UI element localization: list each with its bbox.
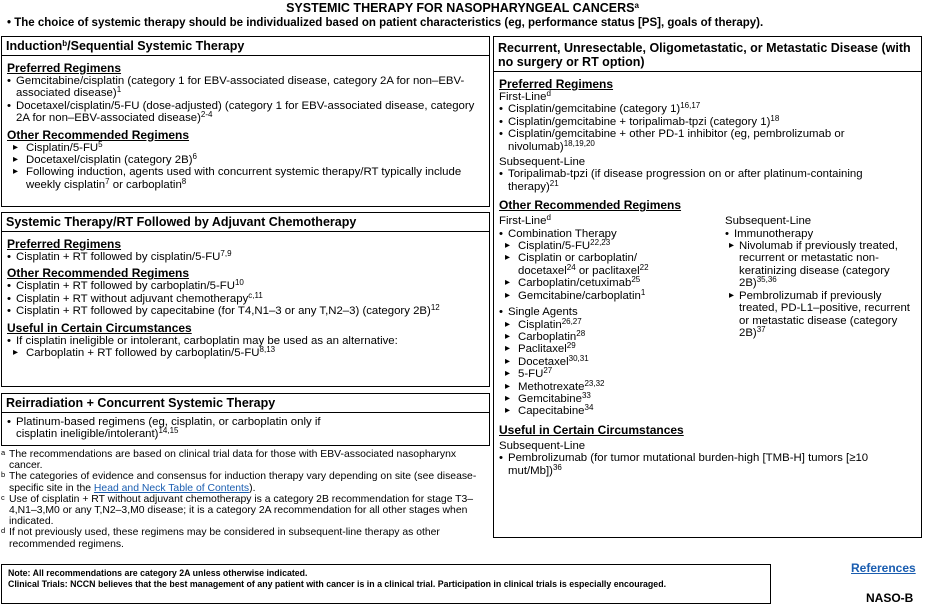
adjuvant-heading: Systemic Therapy/RT Followed by Adjuvant Chemotherapy: [2, 213, 489, 232]
other-firstline-column: [499, 215, 725, 418]
note-box: [1, 564, 771, 604]
adjuvant-other-label: Other Recommended Regimens: [7, 266, 190, 281]
list-item: ▸ Carboplatin$^{28}$: [499, 331, 725, 343]
references-link[interactable]: References: [851, 561, 916, 575]
footnote: b The categories of evidence and consensus for induction therapy vary depending on site (see disease-specific site in the Head and Neck Table of Contents).: [1, 470, 477, 494]
list-item: ▸ Methotrexate$^{23,32}$: [499, 381, 725, 393]
firstline-label: First-Line$^d$: [499, 213, 551, 228]
list-item: • Combination Therapy: [499, 228, 725, 240]
list-item: ▸ 5-FU$^{27}$: [499, 368, 725, 380]
list-item: ▸ Nivolumab if previously treated, recurrent or metastatic non-keratinizing disease (category 2B)$^{35,36}$: [725, 240, 911, 290]
adjuvant-panel: [1, 212, 490, 387]
list-item: ▸ Gemcitabine/carboplatin$^1$: [499, 290, 725, 302]
footnote: d If not previously used, these regimens may be considered in subsequent-line therapy as other recommended regimens.: [1, 526, 440, 550]
reirradiation-panel: [1, 393, 490, 446]
adjuvant-preferred-label: Preferred Regimens: [7, 237, 122, 251]
induction-panel: [1, 36, 490, 207]
list-item: ▸ Cisplatin or carboplatin/ docetaxel$^{24}$ or paclitaxel$^{22}$: [499, 252, 688, 277]
list-item: • Docetaxel/cisplatin/5-FU (dose-adjusted) (category 1 for EBV-associated disease, category 2A for non–EBV-associated disease)$^{2-4}$: [7, 100, 484, 125]
recurrent-heading: Recurrent, Unresectable, Oligometastatic, or Metastatic Disease (with no surgery or RT option): [494, 37, 921, 72]
list-item: ▸ Capecitabine$^{34}$: [499, 405, 725, 417]
induction-other-label: Other Recommended Regimens: [7, 127, 190, 142]
note-line: Note: All recommendations are category 2A unless otherwise indicated.: [8, 568, 308, 578]
list-item: • Platinum-based regimens (eg, cisplatin, or carboplatin only if cisplatin ineligible/intolerant)$^{14,15}$: [7, 416, 346, 441]
list-item: ▸ Paclitaxel$^{29}$: [499, 343, 725, 355]
recurrent-useful-label: Useful in Certain Circumstances: [499, 422, 684, 437]
subsequent-label: Subsequent-Line: [499, 156, 586, 169]
list-item: ▸ Docetaxel/cisplatin (category 2B)$^6$: [7, 154, 484, 166]
list-item: • Single Agents: [499, 306, 725, 318]
list-item: • Cisplatin + RT followed by carboplatin/5-FU$^{10}$: [7, 280, 484, 292]
list-item: • Cisplatin/gemcitabine + toripalimab-tpzi (category 1)$^{18}$: [499, 116, 916, 128]
list-item: ▸ Carboplatin/cetuximab$^{25}$: [499, 277, 725, 289]
footnote: a The recommendations are based on clinical trial data for those with EBV-associated nasopharynx cancer.: [1, 448, 457, 472]
note-line: Clinical Trials: NCCN believes that the best management of any patient with cancer is in a clinical trial. Participation in clinical trials is especially encouraged.: [8, 579, 667, 589]
page-id: NASO-B: [866, 591, 914, 605]
induction-preferred-label: Preferred Regimens: [7, 61, 122, 75]
footnotes: [1, 449, 491, 550]
reirradiation-heading: Reirradiation + Concurrent Systemic Therapy: [2, 394, 489, 413]
list-item: ▸ Gemcitabine$^{33}$: [499, 393, 725, 405]
recurrent-preferred-label: Preferred Regimens: [499, 77, 614, 91]
list-item: ▸ Following induction, agents used with concurrent systemic therapy/RT typically include weekly cisplatin$^7$ or carboplatin$^8$: [7, 166, 484, 191]
list-item: • Cisplatin/gemcitabine (category 1)$^{16,17}$: [499, 103, 916, 115]
recurrent-panel: [493, 36, 922, 538]
list-item: • Gemcitabine/cisplatin (category 1 for EBV-associated disease, category 2A for non–EBV-associated disease)$^1$: [7, 75, 484, 100]
adjuvant-useful-label: Useful in Certain Circumstances: [7, 320, 192, 335]
list-item: • Pembrolizumab (for tumor mutational burden-high [TMB-H] tumors [≥10 mut/Mb])$^{36}$: [499, 452, 916, 477]
recurrent-other-label: Other Recommended Regimens: [499, 198, 682, 213]
subsequent-label: Subsequent-Line: [499, 439, 586, 452]
page-title: SYSTEMIC THERAPY FOR NASOPHARYNGEAL CANCERS$^a$: [286, 1, 639, 15]
subsequent-label: Subsequent-Line: [725, 215, 812, 228]
list-item: • Cisplatin + RT without adjuvant chemotherapy$^{c,11}$: [7, 293, 484, 305]
list-item: • Toripalimab-tpzi (if disease progression on or after platinum-containing therapy)$^{21}$: [499, 168, 903, 193]
list-item: ▸ Cisplatin$^{26,27}$: [499, 319, 725, 331]
list-item: ▸ Carboplatin + RT followed by carboplatin/5-FU$^{8,13}$: [7, 347, 484, 359]
list-item: • If cisplatin ineligible or intolerant, carboplatin may be used as an alternative:: [7, 335, 484, 347]
lead-statement: • The choice of systemic therapy should be individualized based on patient characteristics (eg, performance status [PS], goals of therapy).: [7, 17, 764, 29]
toc-link[interactable]: Head and Neck Table of Contents: [93, 482, 250, 494]
list-item: ▸ Docetaxel$^{30,31}$: [499, 356, 725, 368]
other-subsequent-column: [725, 215, 915, 418]
list-item: • Immunotherapy: [725, 228, 915, 240]
list-item: • Cisplatin/gemcitabine + other PD-1 inhibitor (eg, pembrolizumab or nivolumab)$^{18,19,20}$: [499, 128, 916, 153]
firstline-label: First-Line$^d$: [499, 89, 551, 103]
list-item: ▸ Cisplatin/5-FU$^{22,23}$: [499, 240, 725, 252]
list-item: • Cisplatin + RT followed by cisplatin/5-FU$^{7,9}$: [7, 251, 484, 263]
footnote: c Use of cisplatin + RT without adjuvant chemotherapy is a category 2B recommendation for stage T3–4,N1–3,M0 or any T,N2–3,M0 disease; it is a category 2A recommendation for all other stages when indicated.: [1, 492, 474, 528]
list-item: • Cisplatin + RT followed by capecitabine (for T4,N1–3 or any T,N2–3) (category 2B)$^{12}$: [7, 305, 484, 317]
induction-heading: Induction$^b$/Sequential Systemic Therapy: [2, 37, 489, 56]
list-item: ▸ Pembrolizumab if previously treated, PD-L1–positive, recurrent or metastatic disease (category 2B)$^{37}$: [725, 290, 911, 340]
list-item: ▸ Cisplatin/$5-FU^5$: [7, 142, 484, 154]
